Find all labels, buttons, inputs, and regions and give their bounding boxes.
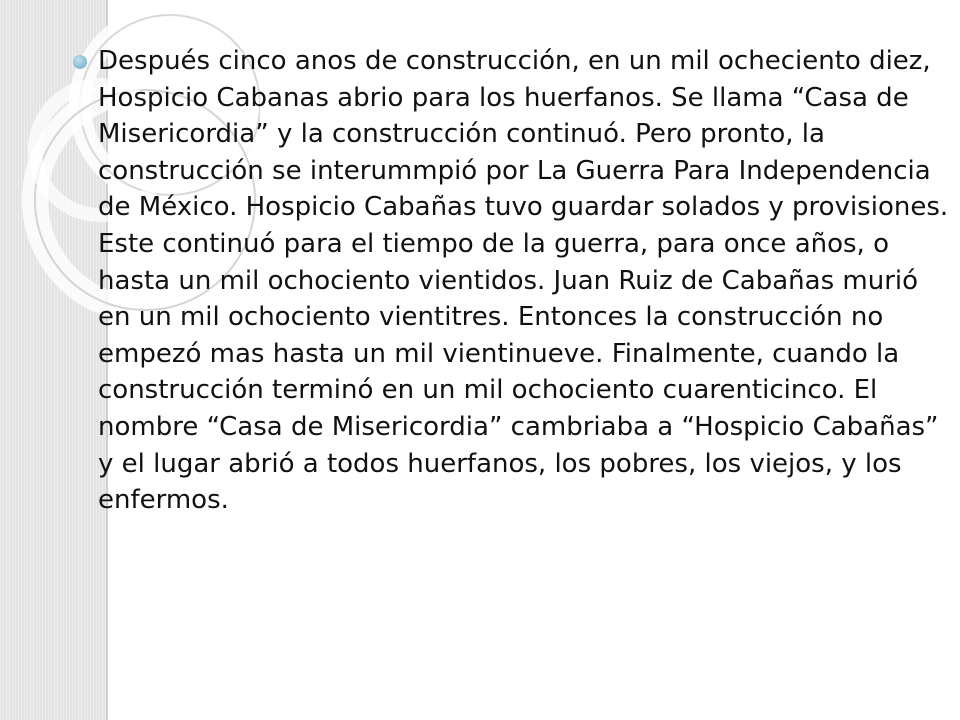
bullet-dot-icon <box>73 55 87 69</box>
body-paragraph: Después cinco anos de construcción, en un mil ocheciento diez, Hospicio Cabanas abrio para los huerfanos. Se llama “Casa de Misericordia” y la construcción continuó. Pero pronto, la construcción se interummpió por La Guerra Para Independencia de México. Hospicio Cabañas tuvo guardar solados y provisiones. Este continuó para el tiempo de la guerra, para once años, o hasta un mil ochociento vientidos. Juan Ruiz de Cabañas murió en un mil ochociento vientitres. Entonces la construcción no empezó mas hasta un mil vientinueve. Finalmente, cuando la construcción terminó en un mil ochociento cuarenticinco. El nombre “Casa de Misericordia” cambriaba a “Hospicio Cabañas” y el lugar abrió a todos huerfanos, los pobres, los viejos, y los enfermos. <box>98 46 949 516</box>
